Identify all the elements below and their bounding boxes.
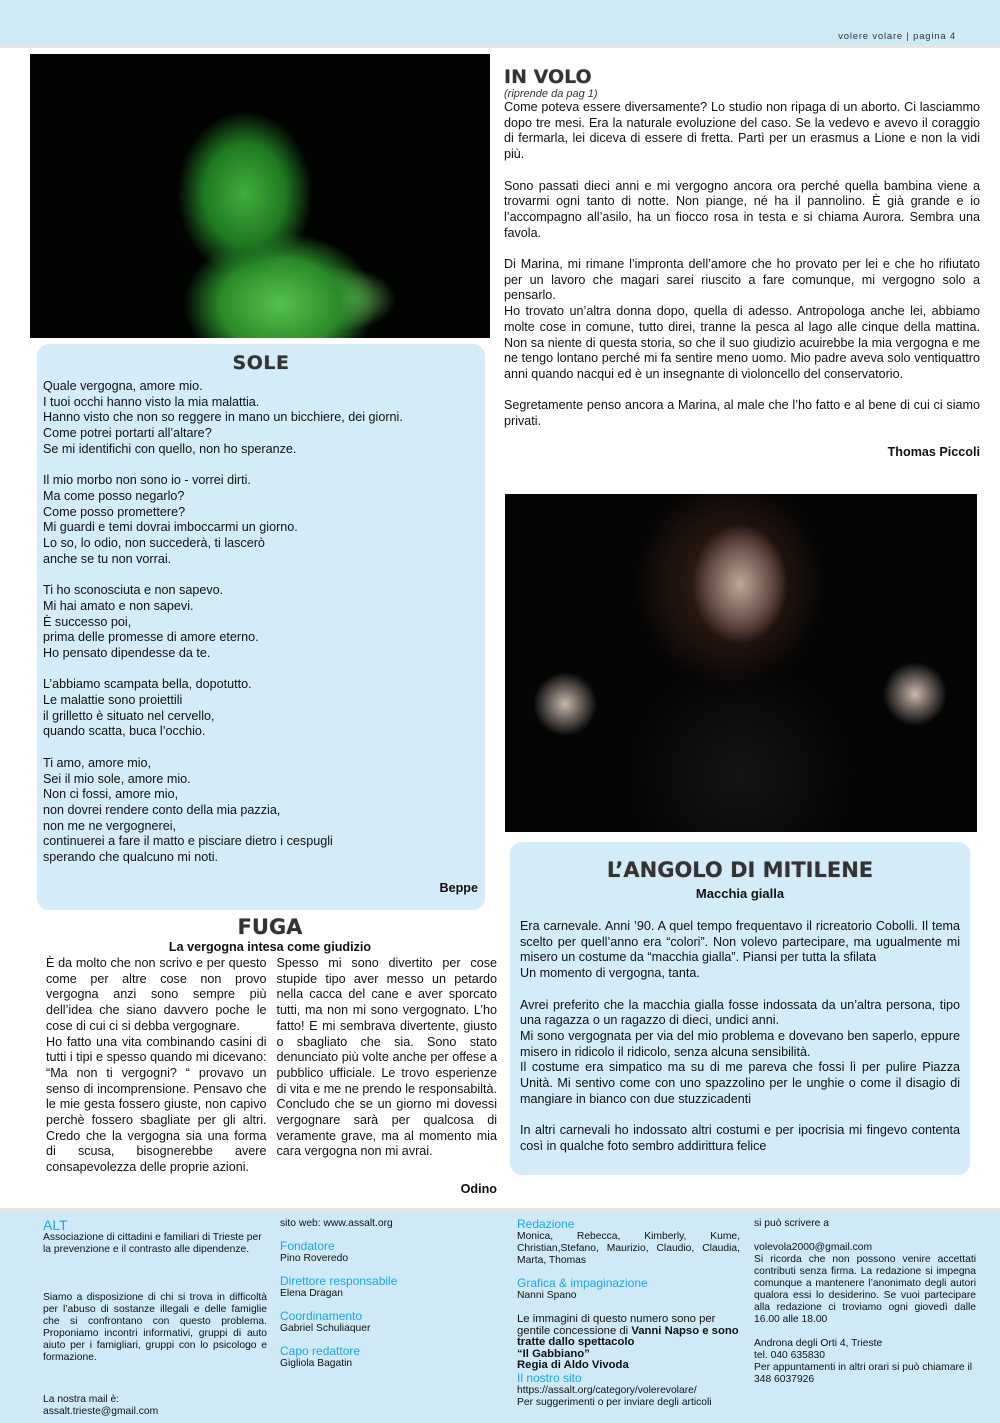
article-title: L’ANGOLO DI MITILENE — [606, 858, 874, 882]
running-title: volere volare | pagina 4 — [838, 31, 956, 42]
article-title: SOLE — [232, 352, 290, 374]
credits-photographer: Vanni Napso e sono tratte dallo spettacolo — [517, 1324, 739, 1349]
article-fuga — [40, 915, 500, 1200]
image-credits — [517, 1314, 740, 1372]
article-author: Odino — [460, 1182, 497, 1196]
appointments: Per appuntamenti in altri orari si può chiamare il 348 6037926 — [754, 1362, 973, 1385]
poem-line: Mi hai amato e non sapevi. — [43, 598, 194, 613]
poem-line: continuerei a fare il matto e pisciare dietro i cespugli — [43, 834, 333, 849]
poem-line: prima delle promesse di amore eterno. — [43, 630, 259, 645]
poem-line: quando scatta, buca l’occhio. — [43, 724, 206, 739]
website[interactable]: sito web: www.assalt.org — [280, 1218, 393, 1229]
poem-line: non dovrei rendere conto della mia pazzia, — [43, 802, 281, 817]
phone: tel. 040 635830 — [754, 1350, 825, 1361]
stanza — [43, 583, 403, 662]
poem-line: non me ne vergognerei, — [43, 818, 177, 833]
poem-line: Ho pensato dipendesse da te. — [43, 645, 211, 660]
header-bar — [0, 0, 1000, 48]
article-body — [40, 956, 500, 1191]
poem-line: Ti ho sconosciuta e non sapevo. — [43, 583, 224, 598]
poem-line: anche se tu non vorrai. — [43, 551, 172, 566]
write-label: si può scrivere a — [754, 1218, 829, 1229]
site-label: Il nostro sito — [517, 1370, 582, 1385]
credits-text: Le immagini di questo numero sono per gentile concessione di — [517, 1313, 716, 1337]
paragraph: Spesso mi sono divertito per cose stupide tipo aver messo un petardo nella cacca del cane e aver sporcato tutti, ma non mi sono vergognato. L’ho fatto! E mi sembrava divertente, giusto o sbagliato che sia. Sono stato denunciato più volte anche per offese a pubblico ufficiale. Le trovo esperienze di vita e me ne prendo le responsabiltà. Concludo che se un giorno mi dovessi vergognare sarà per qualcosa di veramente grave, ma al momento mia cara vergogna non mi avrai. — [276, 956, 497, 1159]
suggest-text: Per suggerimenti o per inviare degli articoli — [517, 1396, 712, 1408]
article-title: FUGA — [237, 915, 303, 939]
paragraph: Mi sono vergognata per via del mio problema e dovevano ben saperlo, eppure misero in ridicolo il ridicolo, senza alcuna sensibilità. — [520, 1028, 960, 1059]
paragraph: Un momento di vergogna, tanta. — [520, 966, 700, 981]
contact-email[interactable]: volevola2000@gmail.com — [754, 1242, 873, 1253]
footer-alt — [43, 1218, 267, 1418]
paragraph: Come poteva essere diversamente? Lo studio non ripaga di un aborto. Ci lasciammo dopo tre mesi. Era la naturale evoluzione del caso. Se la vedevo e avevo il coraggio di fermarla, lei diceva di essere di fretta. Partì per un erasmus a Lione e non la vidi più. — [504, 100, 980, 162]
grafica-label: Grafica & impaginazione — [517, 1276, 648, 1290]
role-label: Direttore responsabile — [280, 1274, 398, 1288]
article-mitilene — [510, 842, 970, 1175]
paragraph: Era carnevale. Anni ’90. A quel tempo frequentavo il ricreatorio Cobolli. Il tema scelto per quell’anno era “colori”. Non volevo partecipare, ma ugualmente mi misero un costume da “macchia gialla”. Piansi per tutta la sfilata — [520, 919, 960, 965]
paragraph: Ho fatto una vita combinando casini di tutti i tipi e spesso quando mi dicevano: “Ma non ti vergogni? “ provavo un senso di incomprensione. Pensavo che le mie gesta fossero giuste, non capivo perchè fossero sbagliate per gli altri. Credo che la vergogna sia una forma di scusa, bisognerebbe avere consapevolezza delle proprie azioni. — [46, 1034, 267, 1175]
credits-director: Regia di Aldo Vivoda — [517, 1359, 629, 1372]
role-label: Capo redattore — [280, 1344, 361, 1358]
article-author: Beppe — [439, 881, 478, 895]
poem-line: Come potrei portarti all’altare? — [43, 426, 212, 441]
paragraph: Ho trovato un’altra donna dopo, quella di adesso. Antropologa anche lei, abbiamo molte cose in comune, tutto direi, tranne la pesca al lago alle cinque della mattina. Non sa niente di questa storia, so che il suo giudizio acuirebbe la mia vergogna e me ne tengo lontano perché mi fa sentire meno uomo. Mio padre aveva solo ventiquattro anni quando nacqui ed è un insegnante di violoncello del conservatorio. — [504, 304, 980, 381]
mail-label: La nostra mail è: — [43, 1394, 120, 1405]
stanza — [43, 473, 403, 567]
continued-note: (riprende da pag 1) — [504, 88, 598, 100]
article-sole — [37, 344, 485, 910]
org-mission: Siamo a disposizione di chi si trova in difficoltà per l’abuso di sostanze illegali e delle famiglie che si confrontano con questo problema. Proponiamo incontri informativi, gruppi di auto aiuto per i famigliari, gruppi con lo psicologo e formazione. — [43, 1292, 267, 1363]
footer-contact — [754, 1218, 976, 1386]
poem-line: Non ci fossi, amore mio, — [43, 787, 179, 802]
stanza — [43, 677, 403, 740]
poem-line: L’abbiamo scampata bella, dopotutto. — [43, 677, 252, 692]
photo-actor-green-light — [30, 54, 490, 338]
role-name: Gabriel Schuliaquer — [280, 1323, 371, 1334]
poem-line: Sei il mio sole, amore mio. — [43, 771, 191, 786]
paragraph: Avrei preferito che la macchia gialla fosse indossata da un’altra persona, tipo una ragazza o un ragazzo di dieci, undici anni. — [520, 997, 960, 1028]
credits-show: “Il Gabbiano” — [517, 1347, 590, 1360]
role-label: Fondatore — [280, 1239, 335, 1253]
redazione-label: Redazione — [517, 1217, 575, 1231]
role-name: Gigliola Bagatin — [280, 1358, 353, 1369]
poem-line: Il mio morbo non sono io - vorrei dirti. — [43, 473, 251, 488]
notice: Si ricorda che non possono venire accettati contributi senza firma. La redazione si impegna comunque a mantenere l’anonimato degli autori qualora essi lo desiderino. Se vuoi partecipare alla redazione ci troviamo ogni giovedì dalle 16.00 alle 18.00 — [754, 1254, 976, 1325]
poem-line: I tuoi occhi hanno visto la mia malattia. — [43, 394, 260, 409]
poem-line: Le malattie sono proiettili — [43, 693, 183, 708]
poem-line: sperando che qualcuno mi noti. — [43, 850, 219, 865]
role-name: Pino Roveredo — [280, 1253, 349, 1264]
address: Androna degli Orti 4, Trieste — [754, 1338, 883, 1349]
poem-line: Quale vergogna, amore mio. — [43, 379, 203, 393]
paragraph: Sono passati dieci anni e mi vergogno ancora ora perché quella bambina viene a trovarmi ogni tanto di notte. Non piange, né ha il pannolino. È già grande e io l’accompagno all’asilo, ha un fiocco rosa in testa e si chiama Aurora. Sembra una favola. — [504, 178, 980, 240]
footer-redazione — [517, 1218, 740, 1409]
poem — [43, 379, 403, 881]
poem-line: Ti amo, amore mio, — [43, 755, 152, 770]
article-author: Thomas Piccoli — [887, 445, 980, 460]
article-in-volo — [504, 66, 980, 459]
grafica-name: Nanni Spano — [517, 1290, 577, 1301]
article-subtitle: La vergogna intesa come giudizio — [168, 940, 372, 954]
article-title: IN VOLO — [504, 66, 592, 88]
photo-actress-dark-stage — [505, 494, 977, 832]
paragraph: In altri carnevali ho indossato altri costumi e per ipocrisia mi fingevo contenta così in qualche foto sembro addirittura felice — [520, 1123, 960, 1153]
org-name: ALT — [43, 1217, 68, 1233]
stanza — [43, 379, 403, 458]
footer-staff — [280, 1218, 500, 1370]
poem-line: il grilletto è situato nel cervello, — [43, 708, 215, 723]
site-url[interactable]: https://assalt.org/category/volerevolare/ — [517, 1384, 697, 1396]
paragraph: Di Marina, mi rimane l’impronta dell’amore che ho provato per lei e che ho rifiutato per un lavoro che magari sarei riuscito a fare comunque, mi vergogno solo a pensarlo. — [504, 257, 980, 303]
org-description: Associazione di cittadini e familiari di Trieste per la prevenzione e il contrasto alle dipendenze. — [43, 1232, 262, 1255]
org-email[interactable]: assalt.trieste@gmail.com — [43, 1406, 159, 1417]
role-label: Coordinamento — [280, 1309, 363, 1323]
poem-line: Come posso promettere? — [43, 504, 186, 519]
paragraph: Segretamente penso ancora a Marina, al male che l’ho fatto e al bene di cui ci siamo privati. — [504, 398, 980, 429]
footer-colophon — [0, 1208, 1000, 1423]
role-name: Elena Dragan — [280, 1288, 343, 1299]
poem-line: Hanno visto che non so reggere in mano un bicchiere, dei giorni. — [43, 410, 403, 425]
poem-line: Mi guardi e temi dovrai imboccarmi un giorno. — [43, 520, 298, 535]
stanza — [43, 756, 403, 866]
article-subtitle: Macchia gialla — [695, 886, 785, 901]
paragraph: È da molto che non scrivo e per questo come per altre cose non provo vergogna anzi sono sempre più dell’idea che siano davvero poche le cose di cui ci si debba vergognare. — [46, 956, 267, 1033]
poem-line: È successo poi, — [43, 614, 132, 629]
poem-line: Se mi identifichi con quello, non ho speranze. — [43, 441, 297, 456]
poem-line: Lo so, lo odio, non succederà, ti lascerò — [43, 536, 265, 551]
paragraph: Il costume era simpatico ma su di me pareva che fossi lì per pulire Piazza Unità. Mi sentivo come con uno spazzolino per le unghie o come il disagio di mangiare in bianco con due stuzzicadenti — [520, 1060, 960, 1106]
redazione-members: Monica, Rebecca, Kimberly, Kume, Christian,Stefano, Maurizio, Claudio, Claudia, Marta, Thomas — [517, 1231, 740, 1266]
poem-line: Ma come posso negarlo? — [43, 488, 185, 503]
